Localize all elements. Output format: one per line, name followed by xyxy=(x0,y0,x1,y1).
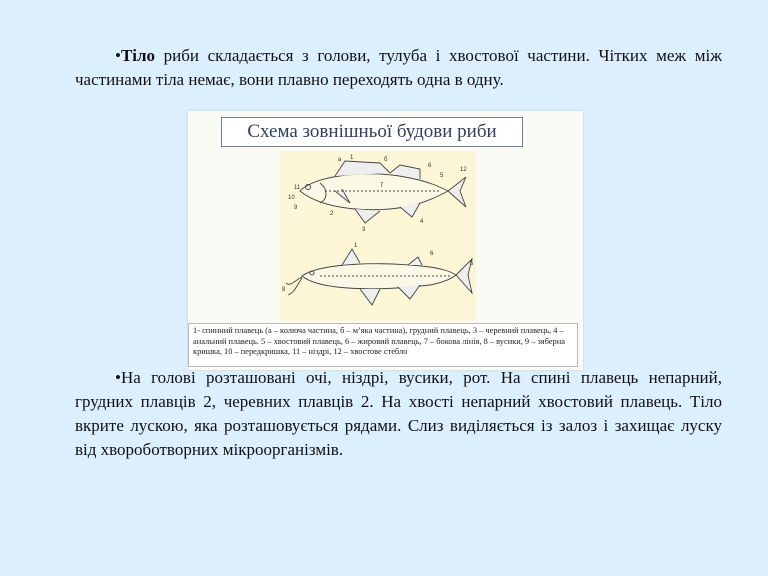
svg-text:9: 9 xyxy=(294,205,298,211)
svg-text:5: 5 xyxy=(440,173,444,179)
svg-text:1: 1 xyxy=(350,155,354,161)
svg-text:11: 11 xyxy=(294,185,301,191)
bold-term: Тіло xyxy=(120,46,156,65)
fish-drawing xyxy=(280,151,476,321)
bullet: • xyxy=(115,46,121,65)
svg-text:б: б xyxy=(384,157,388,163)
svg-text:5: 5 xyxy=(470,261,474,267)
fish-structure-figure xyxy=(188,111,583,370)
svg-text:7: 7 xyxy=(380,183,384,189)
figure-title: Схема зовнішньої будови риби xyxy=(221,117,523,147)
svg-text:6: 6 xyxy=(428,163,432,169)
figure-legend: 1- спинний плавець (а – колюча частина, б – м’яка частина), грудний плавець, 3 – черевний плавець, 4 – анальний плавець. 5 – хвостовий плавець, 6 – жировий плавець, 7 – бокова лінія, 8 – вусики, 9 – зяберна кришка, 10 – передкришка, 11 – ніздрі, 12 – хвостове стебло xyxy=(188,323,578,367)
svg-text:8: 8 xyxy=(282,287,286,293)
svg-text:2: 2 xyxy=(330,211,334,217)
svg-text:1: 1 xyxy=(354,243,358,249)
svg-text:10: 10 xyxy=(288,195,295,201)
svg-text:12: 12 xyxy=(460,167,467,173)
paragraph-body-text: риби складається з голови, тулуба і хвостової частини. Чітких меж між частинами тіла немає, вони плавно переходять одна в одну. xyxy=(75,46,722,89)
catfish-drawing xyxy=(286,249,472,305)
svg-text:3: 3 xyxy=(362,227,366,233)
svg-text:6: 6 xyxy=(430,251,434,257)
perch-drawing xyxy=(300,161,466,223)
paragraph-body xyxy=(75,44,722,92)
svg-text:а: а xyxy=(338,157,342,163)
fish-diagram-icon xyxy=(280,151,476,321)
svg-text:4: 4 xyxy=(420,219,424,225)
paragraph-description: •На голові розташовані очі, ніздрі, вусики, рот. На спині плавець непарний, грудних плавців 2, черевних плавців 2. На хвості непарний хвостовий плавець. Тіло вкрите лускою, яка розташовується рядами. Слиз виділяється із залоз і захищає луску від хвороботворних мікроорганізмів. xyxy=(75,368,722,459)
